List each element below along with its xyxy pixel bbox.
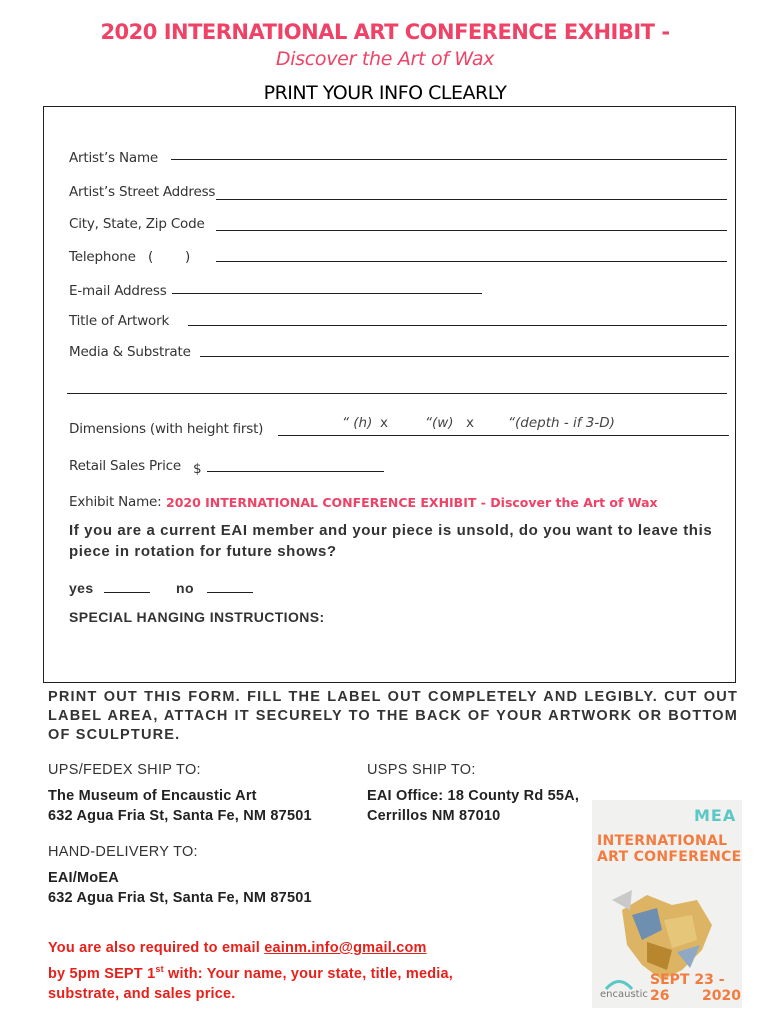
dimension-times-2: x xyxy=(466,415,474,431)
note-superscript: st xyxy=(155,963,164,974)
dimension-depth-label: “(depth - if 3-D) xyxy=(508,415,615,431)
email-field[interactable] xyxy=(172,293,482,294)
usps-line-1: EAI Office: 18 County Rd 55A, xyxy=(367,788,580,804)
retail-price-field[interactable] xyxy=(207,471,384,472)
page-subtitle: Discover the Art of Wax xyxy=(275,48,495,70)
poster-dates-line-1: SEPT 23 - 26 xyxy=(650,972,725,1004)
mea-logo: MEA xyxy=(694,806,737,825)
telephone-label: Telephone xyxy=(69,249,136,265)
ups-fedex-line-1: The Museum of Encaustic Art xyxy=(48,788,257,804)
note-line-2-rest: with: Your name, your state, title, media, xyxy=(163,965,454,982)
artist-name-label: Artist’s Name xyxy=(69,150,158,166)
artist-name-field[interactable] xyxy=(171,159,727,160)
dimension-width-label: “(w) xyxy=(425,415,454,431)
email-label: E-mail Address xyxy=(69,283,167,299)
print-cut-instructions: PRINT OUT THIS FORM. FILL THE LABEL OUT COMPLETELY AND LEGIBLY. CUT OUT LABEL AREA, ATTACH IT SECURELY TO THE BACK OF YOUR ARTWORK OR BOTTOM OF SCULPTURE. xyxy=(48,689,738,743)
no-field[interactable] xyxy=(207,592,253,593)
exhibit-name-label: Exhibit Name: xyxy=(69,494,162,510)
no-label: no xyxy=(176,580,194,596)
usps-heading: USPS SHIP TO: xyxy=(367,762,476,778)
city-state-zip-field[interactable] xyxy=(216,230,727,231)
yes-field[interactable] xyxy=(104,592,150,593)
ups-fedex-heading: UPS/FEDEX SHIP TO: xyxy=(48,762,201,778)
city-state-zip-label: City, State, Zip Code xyxy=(69,216,205,232)
hand-delivery-line-1: EAI/MoEA xyxy=(48,870,119,886)
media-substrate-field-continued[interactable] xyxy=(67,393,727,394)
note-line-3: substrate, and sales price. xyxy=(48,985,236,1002)
conference-poster xyxy=(592,800,742,1008)
note-line-1 xyxy=(48,938,588,959)
email-link[interactable]: eainm.info@gmail.com xyxy=(264,940,427,956)
usps-line-2: Cerrillos NM 87010 xyxy=(367,808,501,824)
ups-fedex-line-2: 632 Agua Fria St, Santa Fe, NM 87501 xyxy=(48,808,312,824)
media-substrate-label: Media & Substrate xyxy=(69,344,191,360)
poster-heading-line-1: INTERNATIONAL xyxy=(597,833,728,849)
note-line-1-text: You are also required to email xyxy=(48,940,265,956)
page-title: 2020 INTERNATIONAL ART CONFERENCE EXHIBIT - xyxy=(100,20,670,44)
encaustic-logo-icon xyxy=(604,976,634,990)
note-line-2 xyxy=(48,959,588,984)
telephone-paren-close: ) xyxy=(185,249,191,265)
telephone-paren-open: ( xyxy=(148,249,154,265)
title-of-artwork-field[interactable] xyxy=(188,325,727,326)
dimensions-label: Dimensions (with height first) xyxy=(69,421,264,437)
telephone-field[interactable] xyxy=(216,261,727,262)
poster-dates-line-2: 2020 xyxy=(702,988,741,1004)
title-of-artwork-label: Title of Artwork xyxy=(69,313,170,329)
hand-delivery-line-2: 632 Agua Fria St, Santa Fe, NM 87501 xyxy=(48,890,312,906)
yes-label: yes xyxy=(69,580,94,596)
street-address-label: Artist’s Street Address xyxy=(69,184,216,200)
hand-delivery-heading: HAND-DELIVERY TO: xyxy=(48,844,198,860)
hanging-instructions-label: SPECIAL HANGING INSTRUCTIONS: xyxy=(69,609,325,625)
dimension-times-1: x xyxy=(380,415,388,431)
print-instruction: PRINT YOUR INFO CLEARLY xyxy=(263,82,507,104)
exhibit-name-value: 2020 INTERNATIONAL CONFERENCE EXHIBIT - Discover the Art of Wax xyxy=(166,495,658,510)
media-substrate-field[interactable] xyxy=(200,356,729,357)
email-requirement-note xyxy=(48,938,588,1004)
dimensions-field[interactable] xyxy=(278,435,729,436)
retail-price-label: Retail Sales Price xyxy=(69,458,181,474)
poster-heading-line-2: ART CONFERENCE xyxy=(597,849,742,865)
currency-symbol: $ xyxy=(193,461,202,477)
membership-question: If you are a current EAI member and your piece is unsold, do you want to leave this piece in rotation for future shows? xyxy=(69,522,713,560)
dimension-height-label: “ (h) xyxy=(342,415,373,431)
encaustic-brand: encaustic xyxy=(600,989,648,1000)
note-line-2-text: by 5pm SEPT 1 xyxy=(48,965,156,982)
street-address-field[interactable] xyxy=(216,199,727,200)
